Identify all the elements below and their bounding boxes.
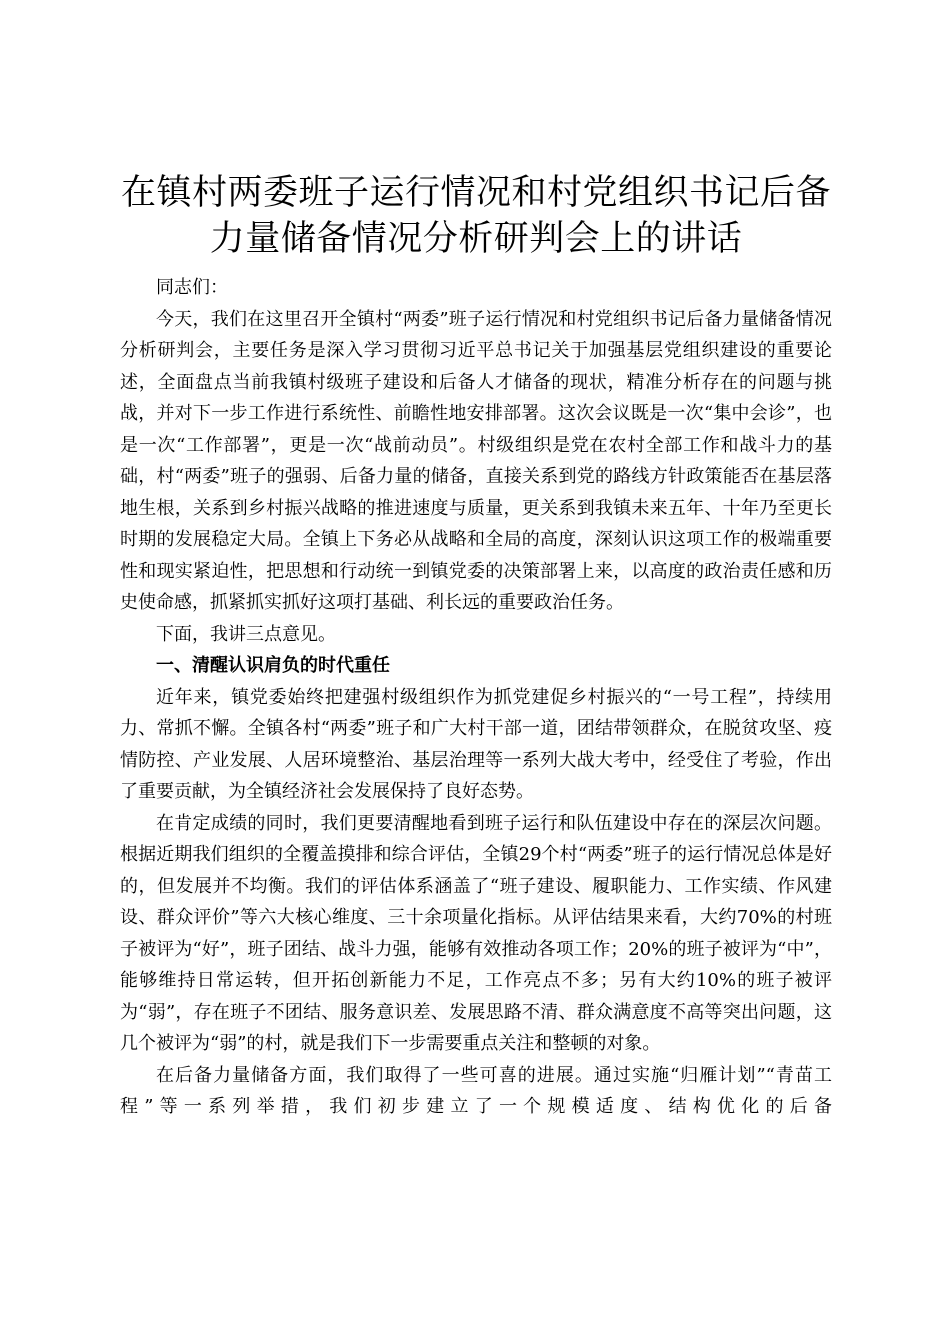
section-1-paragraph-3: 在后备力量储备方面，我们取得了一些可喜的进展。通过实施“归雁计划”“青苗工程”等一系列举措，我们初步建立了一个规模适度、结构优化的后备 xyxy=(120,1064,832,1117)
transition-paragraph: 下面，我讲三点意见。 xyxy=(156,623,336,645)
document-page xyxy=(120,170,832,1123)
title-line-1: 在镇村两委班子运行情况和村党组织书记后备 xyxy=(120,173,831,213)
intro-paragraph: 今天，我们在这里召开全镇村“两委”班子运行情况和村党组织书记后备力量储备情况分析研判会，主要任务是深入学习贯彻习近平总书记关于加强基层党组织建设的重要论述，全面盘点当前我镇村级班子建设和后备人才储备的现状，精准分析存在的问题与挑战，并对下一步工作进行系统性、前瞻性地安排部署。这次会议既是一次“集中会诊”，也是一次“工作部署”，更是一次“战前动员”。村级组织是党在农村全部工作和战斗力的基础，村“两委”班子的强弱、后备力量的储备，直接关系到党的路线方针政策能否在基层落地生根，关系到乡村振兴战略的推进速度与质量，更关系到我镇未来五年、十年乃至更长时期的发展稳定大局。全镇上下务必从战略和全局的高度，深刻认识这项工作的极端重要性和现实紧迫性，把思想和行动统一到镇党委的决策部署上来，以高度的政治责任感和历史使命感，抓紧抓实抓好这项打基础、利长远的重要政治任务。 xyxy=(120,308,832,613)
section-1-paragraph-2: 在肯定成绩的同时，我们更要清醒地看到班子运行和队伍建设中存在的深层次问题。根据近期我们组织的全覆盖摸排和综合评估，全镇29个村“两委”班子的运行情况总体是好的，但发展并不均衡。我们的评估体系涵盖了“班子建设、履职能力、工作实绩、作风建设、群众评价”等六大核心维度、三十余项量化指标。从评估结果来看，大约70%的村班子被评为“好”，班子团结、战斗力强，能够有效推动各项工作；20%的班子被评为“中”，能够维持日常运转，但开拓创新能力不足，工作亮点不多；另有大约10%的班子被评为“弱”，存在班子不团结、服务意识差、发展思路不清、群众满意度不高等突出问题，这几个被评为“弱”的村，就是我们下一步需要重点关注和整顿的对象。 xyxy=(120,812,832,1054)
title-line-2: 力量储备情况分析研判会上的讲话 xyxy=(209,219,743,259)
section-1-heading: 一、清醒认识肩负的时代重任 xyxy=(156,655,390,676)
salutation: 同志们： xyxy=(156,277,228,298)
document-title xyxy=(120,170,832,262)
section-1-paragraph-1: 近年来，镇党委始终把建强村级组织作为抓党建促乡村振兴的“一号工程”，持续用力、常抓不懈。全镇各村“两委”班子和广大村干部一道，团结带领群众，在脱贫攻坚、疫情防控、产业发展、人居环境整治、基层治理等一系列大战大考中，经受住了考验，作出了重要贡献，为全镇经济社会发展保持了良好态势。 xyxy=(120,686,832,802)
